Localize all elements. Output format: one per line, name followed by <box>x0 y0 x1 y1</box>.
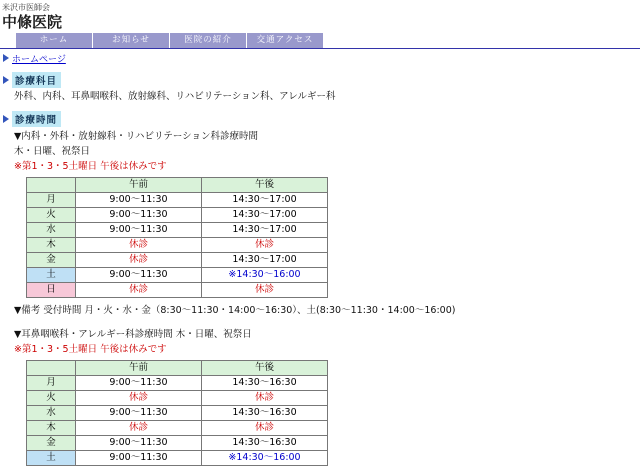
am-cell: 休診 <box>76 283 202 298</box>
hours-block2-heading: ▼耳鼻咽喉科・アレルギー科診療時間 木・日曜、祝祭日 <box>14 328 252 340</box>
hours-block1-closed-days: 木・日曜、祝祭日 <box>14 145 91 157</box>
day-cell: 土 <box>27 450 76 465</box>
day-cell: 月 <box>27 193 76 208</box>
table-corner-cell <box>27 178 76 193</box>
pm-cell: ※14:30～16:00 <box>202 450 328 465</box>
section-label-hours: 診療時間 <box>12 111 61 127</box>
section-label-departments: 診療科目 <box>12 72 61 88</box>
hours-block1-note: ※第1・3・5土曜日 午後は休みです <box>14 161 167 173</box>
table-row <box>27 405 328 420</box>
triangle-right-icon <box>3 54 9 62</box>
day-cell: 金 <box>27 253 76 268</box>
hours-block1-heading: ▼内科・外科・放射線科・リハビリテーション科診療時間 <box>14 130 258 142</box>
column-header-pm: 午後 <box>202 360 328 375</box>
schedule-table-ent <box>26 360 328 466</box>
am-cell: 9:00～11:30 <box>76 223 202 238</box>
table-row <box>27 420 328 435</box>
table-row <box>27 450 328 465</box>
tab-home[interactable]: ホーム <box>16 33 93 48</box>
departments-text: 外科、内科、耳鼻咽喉科、放射線科、リハビリテーション科、アレルギー科 <box>14 90 336 102</box>
am-cell: 休診 <box>76 253 202 268</box>
tab-clinic-intro[interactable]: 医院の紹介 <box>170 33 247 48</box>
day-cell: 木 <box>27 238 76 253</box>
hours-block2-note: ※第1・3・5土曜日 午後は休みです <box>14 343 167 355</box>
pm-cell: 14:30～17:00 <box>202 208 328 223</box>
am-cell: 9:00～11:30 <box>76 435 202 450</box>
table-row <box>27 208 328 223</box>
am-cell: 9:00～11:30 <box>76 208 202 223</box>
table-row <box>27 283 328 298</box>
table-header-row <box>27 360 328 375</box>
am-cell: 休診 <box>76 420 202 435</box>
day-cell: 火 <box>27 208 76 223</box>
triangle-right-icon <box>3 76 9 84</box>
day-cell: 月 <box>27 375 76 390</box>
section-header-departments <box>3 72 640 88</box>
column-header-pm: 午後 <box>202 178 328 193</box>
day-cell: 火 <box>27 390 76 405</box>
section-header-hours <box>3 111 640 127</box>
table-row <box>27 223 328 238</box>
tab-news[interactable]: お知らせ <box>93 33 170 48</box>
main-navigation <box>0 33 640 49</box>
am-cell: 9:00～11:30 <box>76 268 202 283</box>
table-header-row <box>27 178 328 193</box>
breadcrumb <box>0 49 640 65</box>
pm-cell: 休診 <box>202 390 328 405</box>
pm-cell: 14:30～16:30 <box>202 375 328 390</box>
table-row <box>27 193 328 208</box>
pm-cell: 14:30～17:00 <box>202 223 328 238</box>
table-row <box>27 268 328 283</box>
pm-cell: 休診 <box>202 238 328 253</box>
tab-access[interactable]: 交通アクセス <box>247 33 324 48</box>
breadcrumb-top: 米沢市医師会 <box>2 3 50 12</box>
day-cell: 木 <box>27 420 76 435</box>
pm-cell: 14:30～16:30 <box>202 405 328 420</box>
table-row <box>27 253 328 268</box>
day-cell: 水 <box>27 405 76 420</box>
am-cell: 休診 <box>76 238 202 253</box>
day-cell: 土 <box>27 268 76 283</box>
column-header-am: 午前 <box>76 360 202 375</box>
table-row <box>27 390 328 405</box>
am-cell: 9:00～11:30 <box>76 450 202 465</box>
table-corner-cell <box>27 360 76 375</box>
am-cell: 休診 <box>76 390 202 405</box>
table-row <box>27 435 328 450</box>
hours-block1-remark: ▼備考 受付時間 月・火・水・金（8:30～11:30・14:00～16:30）、土(8:30～11:30・14:00～16:00) <box>14 305 456 317</box>
breadcrumb-link-homepage[interactable]: ホームページ <box>12 54 66 65</box>
am-cell: 9:00～11:30 <box>76 193 202 208</box>
table-row <box>27 238 328 253</box>
pm-cell: 14:30～17:00 <box>202 253 328 268</box>
pm-cell: ※14:30～16:00 <box>202 268 328 283</box>
am-cell: 9:00～11:30 <box>76 375 202 390</box>
day-cell: 金 <box>27 435 76 450</box>
pm-cell: 休診 <box>202 283 328 298</box>
pm-cell: 14:30～16:30 <box>202 435 328 450</box>
am-cell: 9:00～11:30 <box>76 405 202 420</box>
column-header-am: 午前 <box>76 178 202 193</box>
page-title: 中條医院 <box>2 13 63 31</box>
table-row <box>27 375 328 390</box>
schedule-table-general <box>26 177 328 298</box>
pm-cell: 14:30～17:00 <box>202 193 328 208</box>
day-cell: 水 <box>27 223 76 238</box>
pm-cell: 休診 <box>202 420 328 435</box>
triangle-right-icon <box>3 115 9 123</box>
day-cell: 日 <box>27 283 76 298</box>
